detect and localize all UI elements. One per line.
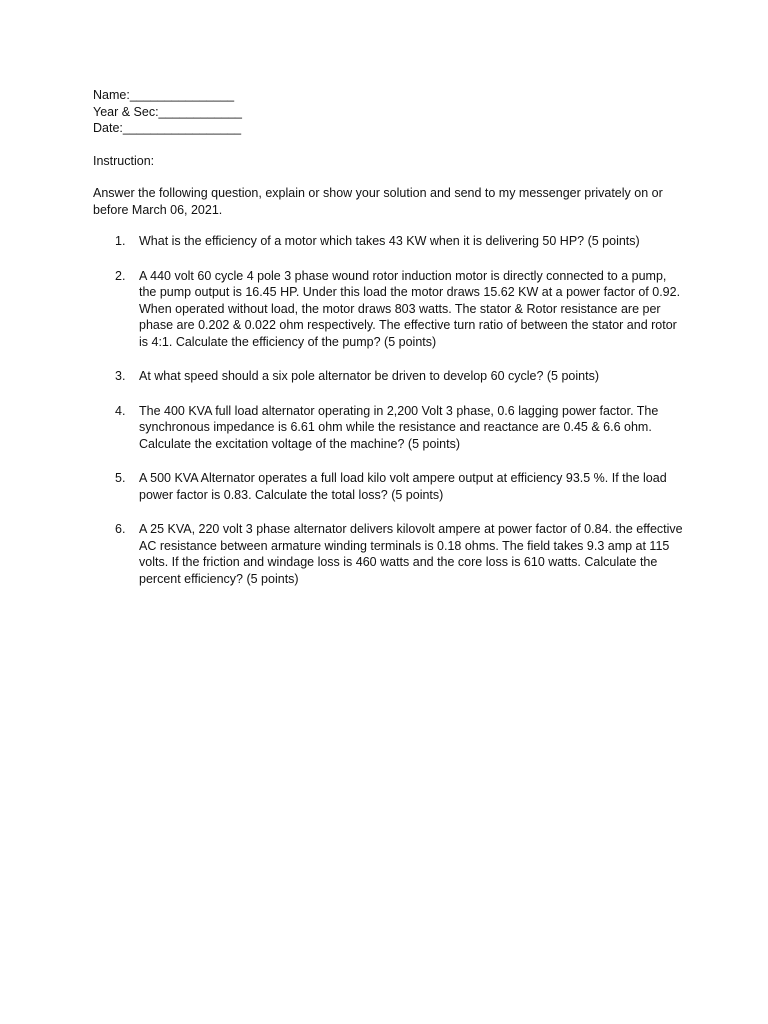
question-text: A 25 KVA, 220 volt 3 phase alternator delivers kilovolt ampere at power factor of 0.84. the effective AC resistance between armature winding terminals is 0.18 ohms. The field takes 9.3 amp at 115 volts. If the friction and windage loss is 460 watts and the core loss is 610 watts. Calculate the percent efficiency? (5 points) [139, 522, 683, 586]
question-number: 6. [115, 522, 126, 536]
question-number: 4. [115, 403, 126, 418]
student-info-header [93, 87, 683, 137]
question-number: 5. [115, 471, 126, 485]
question-text: A 440 volt 60 cycle 4 pole 3 phase wound rotor induction motor is directly connected to a pump, the pump output is 16.45 HP. Under this load the motor draws 15.62 KW at a power factor of 0.92. When operated without load, the motor draws 803 watts. The stator & Rotor resistance are per phase are 0.202 & 0.022 ohm respectively. The effective turn ratio of between the stator and rotor is 4:1. Calculate the efficiency of the pump? (5 points) [139, 268, 681, 349]
question-text: The 400 KVA full load alternator operating in 2,200 Volt 3 phase, 0.6 lagging power factor. The synchronous impedance is 6.61 ohm while the resistance and reactance are 0.45 & 6.6 ohm. Calculate the excitation voltage of the machine? (5 points) [139, 403, 659, 451]
question-number: 1. [115, 234, 126, 248]
question-item [93, 521, 683, 587]
name-field-line: Name:_______________ [93, 88, 235, 102]
year-section-field-line: Year & Sec:____________ [93, 104, 242, 119]
question-item [93, 368, 683, 385]
question-item [93, 233, 683, 250]
question-number: 3. [115, 369, 126, 383]
question-item [93, 403, 683, 453]
instruction-text: Answer the following question, explain or show your solution and send to my messenger privately on or before March 06, 2021. [93, 186, 663, 217]
question-text: At what speed should a six pole alternator be driven to develop 60 cycle? (5 points) [139, 369, 599, 383]
instruction-label: Instruction: [93, 153, 155, 168]
question-item [93, 470, 683, 503]
question-text: A 500 KVA Alternator operates a full load kilo volt ampere output at efficiency 93.5 %. If the load power factor is 0.83. Calculate the total loss? (5 points) [139, 471, 667, 502]
question-text: What is the efficiency of a motor which takes 43 KW when it is delivering 50 HP? (5 points) [139, 234, 640, 248]
question-number: 2. [115, 268, 126, 283]
document-content [93, 87, 683, 605]
date-field-line: Date:_________________ [93, 121, 242, 135]
question-item [93, 268, 683, 351]
question-list [93, 233, 683, 587]
